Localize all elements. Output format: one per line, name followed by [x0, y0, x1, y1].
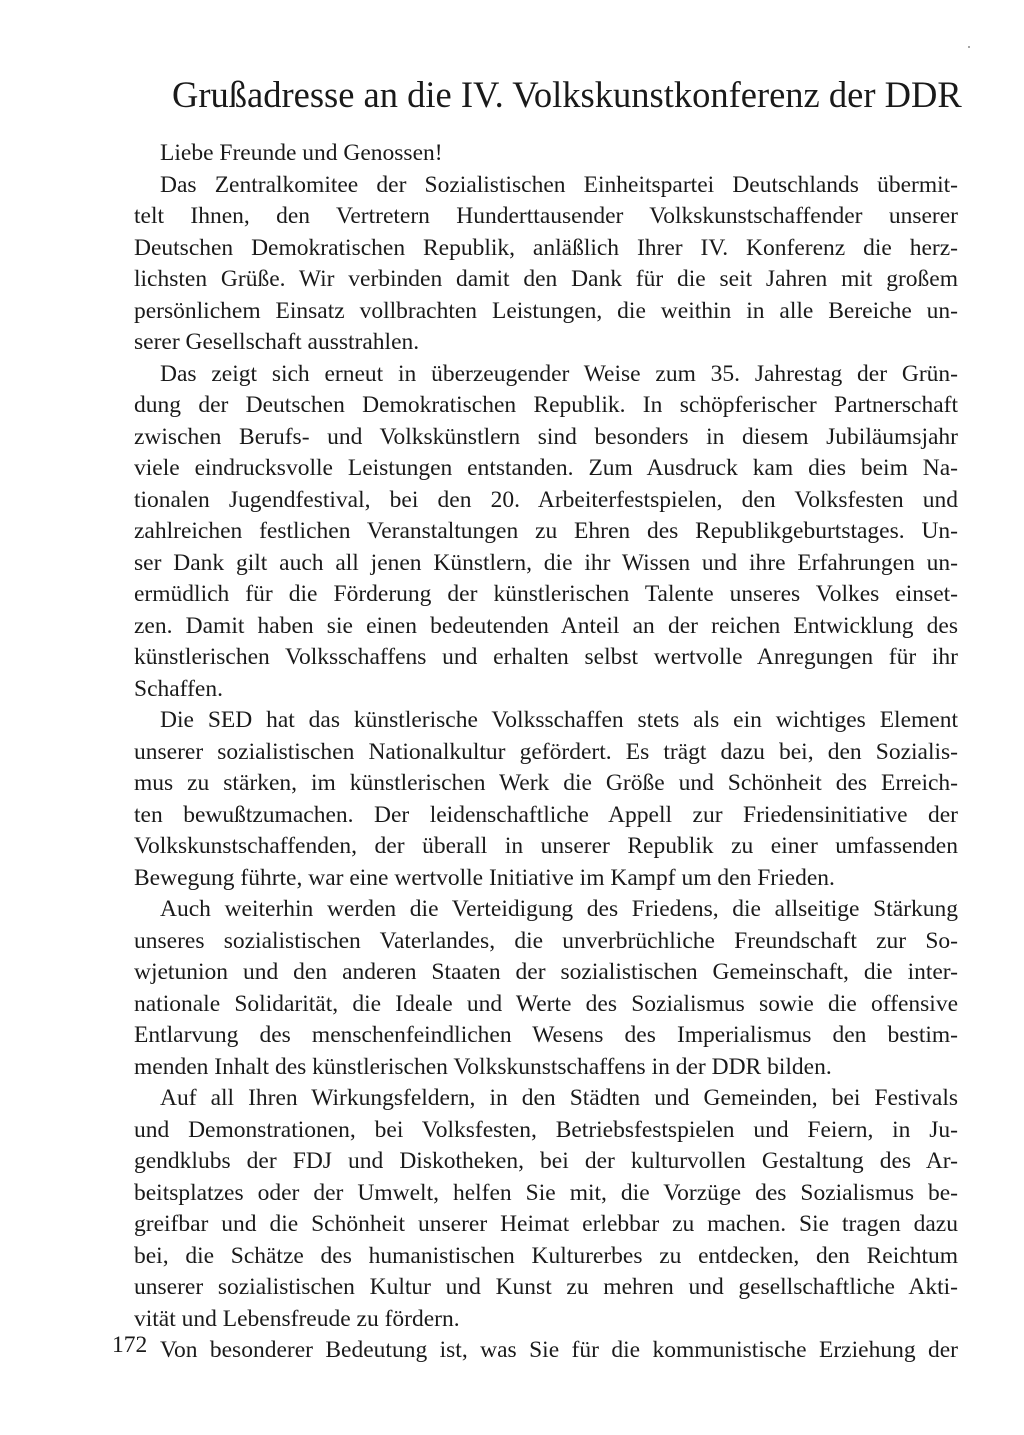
text-line: persönlichem Einsatz vollbrachten Leistungen, die weithin in alle Bereiche un- [134, 297, 958, 324]
text-line: ten bewußtzumachen. Der leidenschaftliche Appell zur Friedensinitiative der [134, 801, 958, 828]
text-line: Bewegung führte, war eine wertvolle Initiative im Kampf um den Frieden. [134, 864, 835, 891]
text-line: Die SED hat das künstlerische Volksschaffen stets als ein wichtiges Element [160, 707, 958, 733]
text-line: Deutschen Demokratischen Republik, anläßlich Ihrer IV. Konferenz die herz- [134, 234, 958, 261]
text-line: ermüdlich für die Förderung der künstlerischen Talente unseres Volkes einset- [134, 581, 958, 607]
text-line: Auch weiterhin werden die Verteidigung des Friedens, die allseitige Stärkung [160, 896, 958, 922]
text-line: Schaffen. [134, 675, 223, 702]
text-line: Das Zentralkomitee der Sozialistischen Einheitspartei Deutschlands übermit- [160, 171, 958, 198]
page-title: Grußadresse an die IV. Volkskunstkonferenz der DDR [172, 74, 962, 115]
text-line: viele eindrucksvolle Leistungen entstanden. Zum Ausdruck kam dies beim Na- [134, 455, 958, 481]
text-line: zen. Damit haben sie einen bedeutenden Anteil an der reichen Entwicklung des [134, 612, 958, 639]
text-line: bei, die Schätze des humanistischen Kulturerbes zu entdecken, den Reichtum [134, 1242, 958, 1269]
text-line: und Demonstrationen, bei Volksfesten, Betriebsfestspielen und Feiern, in Ju- [134, 1116, 958, 1143]
text-line: menden Inhalt des künstlerischen Volkskunstschaffens in der DDR bilden. [134, 1053, 832, 1080]
text-line: dung der Deutschen Demokratischen Republik. In schöpferischer Partnerschaft [134, 392, 958, 418]
text-line: vität und Lebensfreude zu fördern. [134, 1305, 460, 1332]
body-text [134, 138, 958, 1367]
text-line: Das zeigt sich erneut in überzeugender Weise zum 35. Jahrestag der Grün- [160, 360, 958, 387]
text-line: tionalen Jugendfestival, bei den 20. Arbeiterfestspielen, den Volksfesten und [134, 486, 958, 513]
text-line: Volkskunstschaffenden, der überall in unserer Republik zu einer umfassenden [134, 833, 958, 859]
text-line: unserer sozialistischen Nationalkultur gefördert. Es trägt dazu bei, den Sozialis- [134, 738, 958, 765]
text-line: beitsplatzes oder der Umwelt, helfen Sie mit, die Vorzüge des Sozialismus be- [134, 1179, 958, 1206]
text-line: Von besonderer Bedeutung ist, was Sie für die kommunistische Erziehung der [160, 1337, 958, 1363]
text-line: Entlarvung des menschenfeindlichen Wesens des Imperialismus den bestim- [134, 1022, 958, 1048]
text-line: künstlerischen Volksschaffens und erhalten selbst wertvolle Anregungen für ihr [134, 644, 958, 670]
text-line: Auf all Ihren Wirkungsfeldern, in den Städten und Gemeinden, bei Festivals [160, 1085, 958, 1111]
scan-speck [968, 46, 970, 48]
text-line: gendklubs der FDJ und Diskotheken, bei der kulturvollen Gestaltung des Ar- [134, 1148, 958, 1174]
text-line: zahlreichen festlichen Veranstaltungen zu Ehren des Republikgeburtstages. Un- [134, 518, 958, 544]
text-line: telt Ihnen, den Vertretern Hunderttausender Volkskunstschaffender unserer [134, 203, 958, 229]
page-number: 172 [112, 1332, 148, 1358]
text-line: ser Dank gilt auch all jenen Künstlern, die ihr Wissen und ihre Erfahrungen un- [134, 549, 958, 576]
text-line: wjetunion und den anderen Staaten der sozialistischen Gemeinschaft, die inter- [134, 959, 958, 985]
text-line: unseres sozialistischen Vaterlandes, die unverbrüchliche Freundschaft zur So- [134, 927, 958, 954]
text-line: unserer sozialistischen Kultur und Kunst zu mehren und gesellschaftliche Akti- [134, 1274, 958, 1300]
text-line: serer Gesellschaft ausstrahlen. [134, 329, 420, 355]
text-line: zwischen Berufs- und Volkskünstlern sind besonders in diesem Jubiläumsjahr [134, 423, 958, 450]
text-line: Liebe Freunde und Genossen! [160, 140, 443, 166]
text-line: greifbar und die Schönheit unserer Heimat erlebbar zu machen. Sie tragen dazu [134, 1211, 958, 1237]
text-line: lichsten Grüße. Wir verbinden damit den Dank für die seit Jahren mit großem [134, 266, 958, 292]
text-line: nationale Solidarität, die Ideale und Werte des Sozialismus sowie die offensive [134, 990, 958, 1017]
text-line: mus zu stärken, im künstlerischen Werk die Größe und Schönheit des Erreich- [134, 770, 958, 796]
